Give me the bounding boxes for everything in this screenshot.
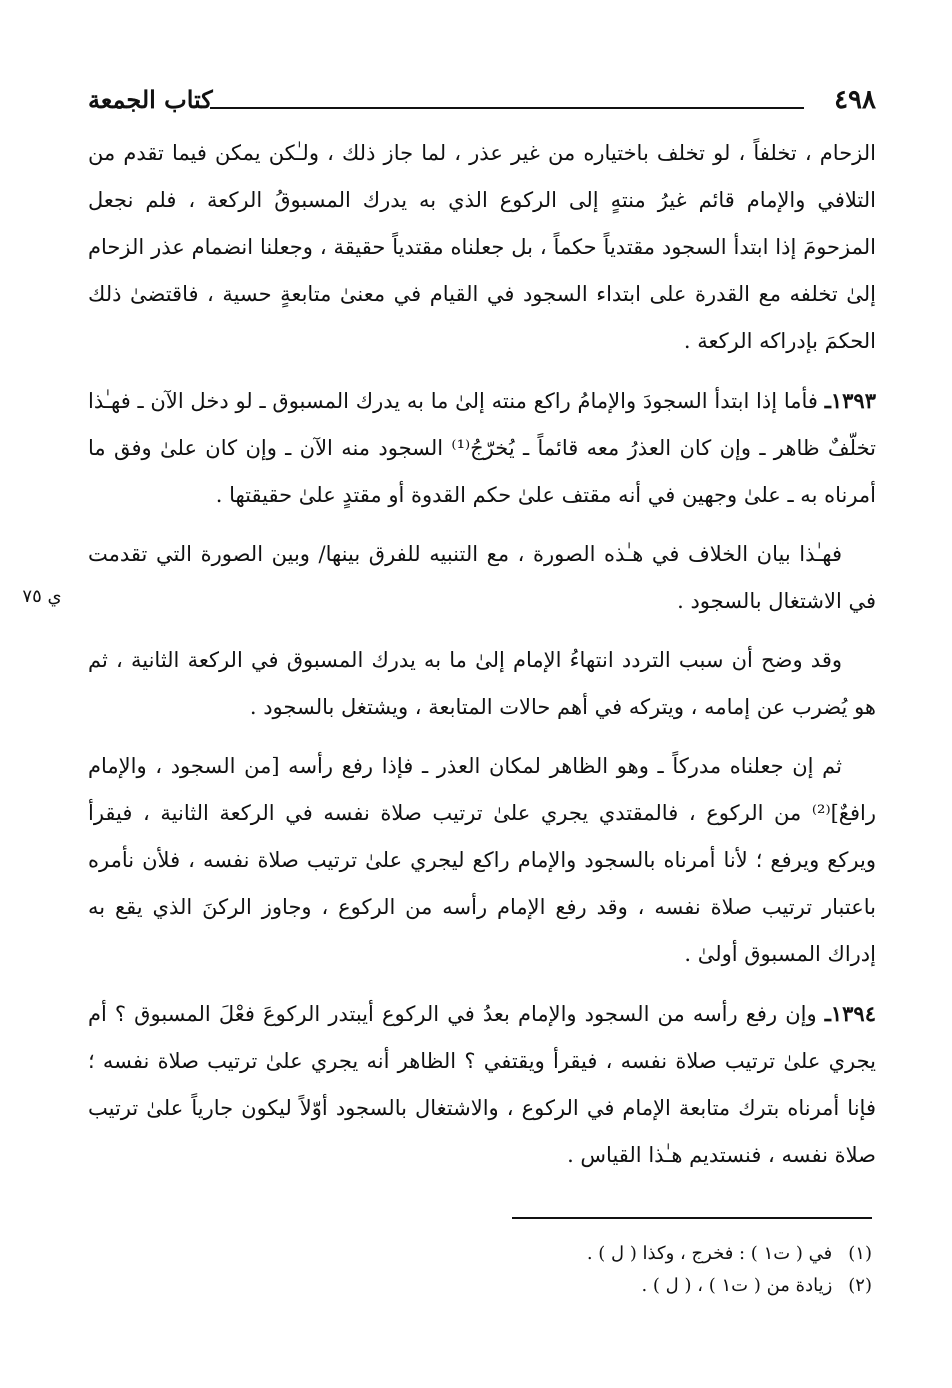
- body-text: [88, 130, 876, 1191]
- paragraph: [88, 130, 876, 365]
- header-rule: [210, 107, 804, 109]
- paragraph: [88, 377, 876, 519]
- paragraph-number: ١٣٩٤ـ: [824, 1001, 876, 1026]
- paragraph-number: ١٣٩٣ـ: [824, 388, 876, 413]
- paragraph-text: فأما إذا ابتدأ السجودَ والإمامُ راكع منته إلىٰ ما به يدرك المسبوق ـ لو دخل الآن ـ فهـٰذا تخلّفٌ ظاهر ـ وإن كان العذرُ معه قائماً ـ يُخرّجُ⁽¹⁾ السجود منه الآن ـ وإن كان علىٰ وفق ما أمرناه به ـ علىٰ وجهين في أنه مقتف علىٰ حكم القدوة أو مقتدٍ علىٰ حقيقتها .: [88, 389, 876, 507]
- chapter-title: كتاب الجمعة: [88, 85, 213, 114]
- paragraph: [88, 743, 876, 978]
- paragraph-text: الزحام ، تخلفاً ، لو تخلف باختياره من غير عذر ، لما جاز ذلك ، ولـٰكن يمكن فيما تقدم من التلافي والإمام قائم غيرُ منتهٍ إلى الركوع الذي به يدرك المسبوقُ الركعة ، فلم نجعل المزحومَ إذا ابتدأ السجود مقتدياً حكماً ، بل جعلناه مقتدياً حقيقة ، وجعلنا انضمام عذر الزحام إلىٰ تخلفه مع القدرة على ابتداء السجود في القيام في معنىٰ متابعةٍ حسية ، فاقتضىٰ ذلك الحكمَ بإدراكه الركعة .: [88, 141, 876, 353]
- footnote-text: زيادة من ( ت١ ) ، ( ل ) .: [641, 1275, 833, 1296]
- footnote: [172, 1238, 872, 1270]
- paragraph-text: وقد وضح أن سبب التردد انتهاءُ الإمام إلىٰ ما به يدرك المسبوق في الركعة الثانية ، ثم هو يُضرب عن إمامه ، ويتركه في أهم حالات المتابعة ، ويشتغل بالسجود .: [88, 648, 876, 719]
- footnote-number: (٢): [848, 1275, 872, 1296]
- footnote-text: في ( ت١ ) : فخرج ، وكذا ( ل ) .: [586, 1243, 833, 1264]
- paragraph-text: فهـٰذا بيان الخلاف في هـٰذه الصورة ، مع التنبيه للفرق بينها/ وبين الصورة التي تقدمت في الاشتغال بالسجود .: [88, 542, 876, 613]
- paragraph-text: ثم إن جعلناه مدركاً ـ وهو الظاهر لمكان العذر ـ فإذا رفع رأسه [من السجود ، والإمام رافعٌ]⁽²⁾ من الركوع ، فالمقتدي يجري علىٰ ترتيب صلاة نفسه في الركعة الثانية ، فيقرأ ويركع ويرفع ؛ لأنا أمرناه بالسجود والإمام راكع ليجري علىٰ ترتيب صلاة نفسه ، فلأن نأمره باعتبار ترتيب صلاة نفسه ، وقد رفع الإمام رأسه من الركوع ، وجاوز الركنَ الذي يقع به إدراك المسبوق أولىٰ .: [88, 754, 876, 966]
- footnote: [172, 1270, 872, 1302]
- paragraph: [88, 531, 876, 625]
- paragraph-text: وإن رفع رأسه من السجود والإمام بعدُ في الركوع أيبتدر الركوعَ فعْلَ المسبوق ؟ أم يجري علىٰ ترتيب صلاة نفسه ، فيقرأ ويقتفي ؟ الظاهر أنه يجري علىٰ ترتيب صلاة نفسه ؛ فإنا أمرناه بترك متابعة الإمام في الركوع ، والاشتغال بالسجود أوّلاً ليكون جارياً علىٰ ترتيب صلاة نفسه ، فنستديم هـٰذا القياس .: [88, 1002, 876, 1167]
- margin-note: ي ٧٥: [22, 586, 62, 607]
- footnotes: [172, 1238, 872, 1302]
- footnote-rule: [512, 1217, 872, 1219]
- paragraph: [88, 637, 876, 731]
- footnote-number: (١): [848, 1243, 872, 1264]
- paragraph: [88, 990, 876, 1179]
- page-number: ٤٩٨: [834, 85, 876, 115]
- page-header: [88, 80, 876, 120]
